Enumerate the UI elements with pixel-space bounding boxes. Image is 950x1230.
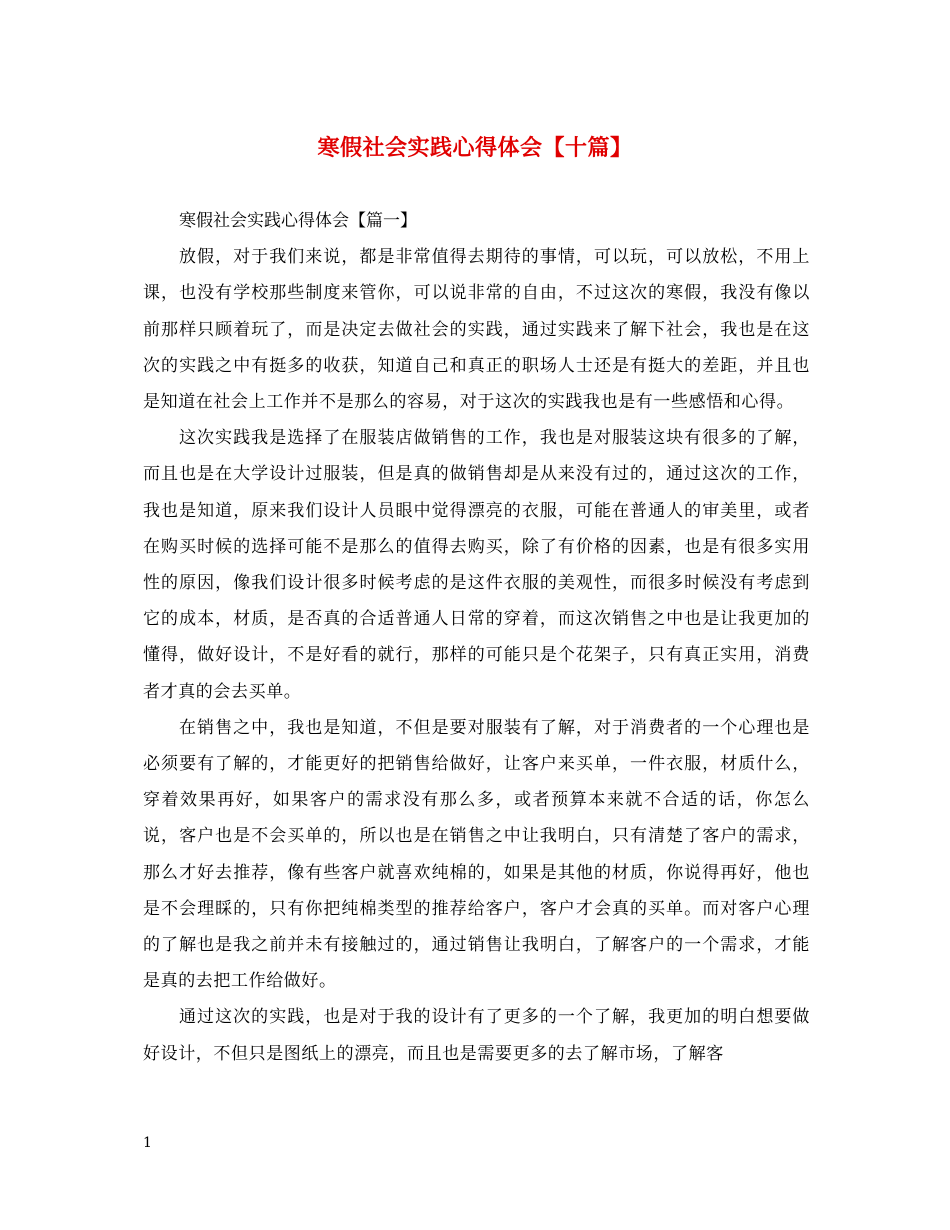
page-number: 1 — [143, 1135, 152, 1151]
paragraph-1: 放假，对于我们来说，都是非常值得去期待的事情，可以玩，可以放松，不用上课，也没有学校那些制度来管你，可以说非常的自由，不过这次的寒假，我没有像以前那样只顾着玩了，而是决定去做社会的实践，通过实践来了解下社会，我也是在这次的实践之中有挺多的收获，知道自己和真正的职场人士还是有挺大的差距，并且也是知道在社会上工作并不是那么的容易，对于这次的实践我也是有一些感悟和心得。 — [143, 247, 810, 413]
paragraph-2: 这次实践我是选择了在服装店做销售的工作，我也是对服装这块有很多的了解，而且也是在大学设计过服装，但是真的做销售却是从来没有过的，通过这次的工作，我也是知道，原来我们设计人员眼中觉得漂亮的衣服，可能在普通人的审美里，或者在购买时候的选择可能不是那么的值得去购买，除了有价格的因素，也是有很多实用性的原因，像我们设计很多时候考虑的是这件衣服的美观性，而很多时候没有考虑到它的成本，材质，是否真的合适普通人日常的穿着，而这次销售之中也是让我更加的懂得，做好设计，不是好看的就行，那样的可能只是个花架子，只有真正实用，消费者才真的会去买单。 — [143, 428, 810, 702]
paragraph-3: 在销售之中，我也是知道，不但是要对服装有了解，对于消费者的一个心理也是必须要有了解的，才能更好的把销售给做好，让客户来买单，一件衣服，材质什么，穿着效果再好，如果客户的需求没有那么多，或者预算本来就不合适的话，你怎么说，客户也是不会买单的，所以也是在销售之中让我明白，只有清楚了客户的需求，那么才好去推荐，像有些客户就喜欢纯棉的，如果是其他的材质，你说得再好，他也是不会理睬的，只有你把纯棉类型的推荐给客户，客户才会真的买单。而对客户心理的了解也是我之前并未有接触过的，通过销售让我明白，了解客户的一个需求，才能是真的去把工作给做好。 — [143, 717, 810, 992]
document-body — [143, 203, 810, 1072]
paragraph-4: 通过这次的实践，也是对于我的设计有了更多的一个了解，我更加的明白想要做好设计，不但只是图纸上的漂亮，而且也是需要更多的去了解市场，了解客 — [143, 1007, 810, 1064]
section-heading: 寒假社会实践心得体会【篇一】 — [179, 211, 417, 231]
document-title: 寒假社会实践心得体会【十篇】 — [317, 135, 633, 161]
